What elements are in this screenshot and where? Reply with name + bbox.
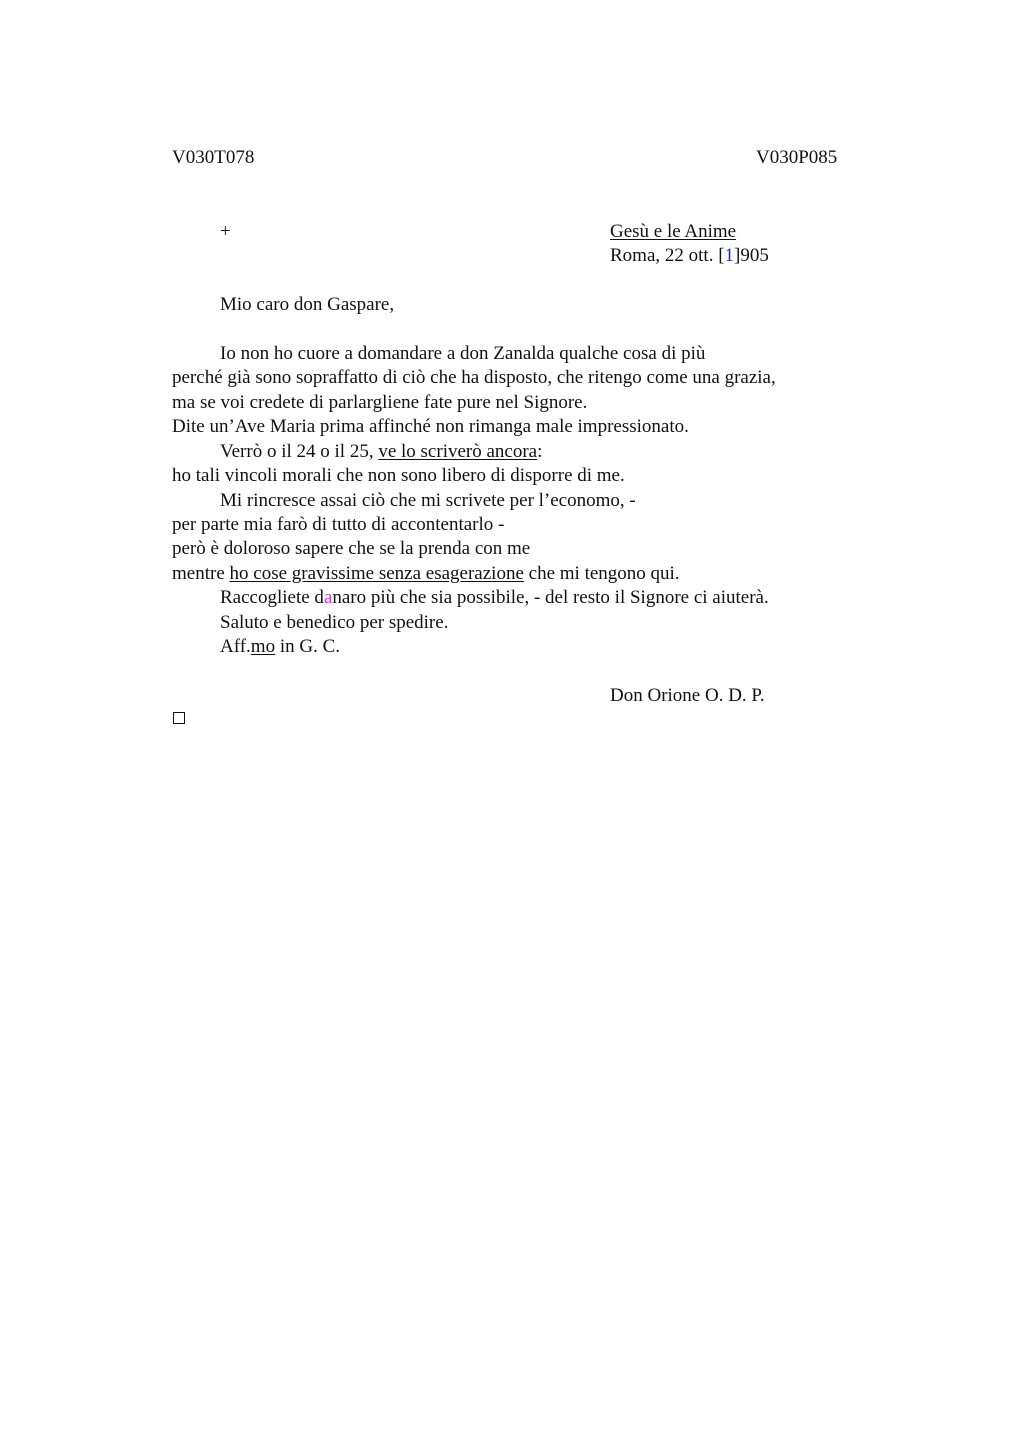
end-box-icon bbox=[173, 712, 185, 724]
body-line: Saluto e benedico per spedire. bbox=[220, 612, 449, 633]
corrected-letter: a bbox=[323, 587, 333, 608]
body-line: Mi rincresce assai ciò che mi scrivete per l’economo, - bbox=[220, 490, 636, 511]
body-line bbox=[172, 562, 680, 586]
body-text: mentre bbox=[172, 563, 230, 584]
date-prefix: Roma, 22 ott. [ bbox=[610, 245, 725, 266]
body-line bbox=[220, 440, 542, 464]
closing-line bbox=[220, 635, 340, 659]
body-text: in G. C. bbox=[275, 636, 341, 657]
body-line: però è doloroso sapere che se la prenda con me bbox=[172, 538, 531, 559]
underlined-phrase: ho cose gravissime senza esagerazione bbox=[229, 563, 524, 584]
right-document-code: V030P085 bbox=[756, 147, 838, 168]
body-line: ho tali vincoli morali che non sono libero di disporre di me. bbox=[172, 465, 625, 486]
body-text: Aff. bbox=[220, 636, 251, 657]
body-text: : bbox=[537, 441, 543, 462]
body-text: Verrò o il 24 o il 25, bbox=[220, 441, 379, 462]
body-text: naro più che sia possibile, - del resto il Signore ci aiuterà. bbox=[332, 587, 769, 608]
body-line: perché già sono sopraffatto di ciò che ha disposto, che ritengo come una grazia, bbox=[172, 367, 776, 388]
body-line: Dite un’Ave Maria prima affinché non rimanga male impressionato. bbox=[172, 416, 689, 437]
body-text: Raccogliete d bbox=[220, 587, 324, 608]
place-date bbox=[610, 244, 769, 268]
body-line: Io non ho cuore a domandare a don Zanalda qualche cosa di più bbox=[220, 343, 706, 364]
salutation: Mio caro don Gaspare, bbox=[220, 294, 395, 315]
underlined-abbreviation: mo bbox=[250, 636, 276, 657]
body-text: che mi tengono qui. bbox=[523, 563, 680, 584]
motto: Gesù e le Anime bbox=[610, 221, 737, 242]
date-suffix: ]905 bbox=[734, 245, 769, 266]
cross-mark: + bbox=[220, 221, 231, 242]
body-line bbox=[220, 586, 769, 610]
signature: Don Orione O. D. P. bbox=[610, 685, 765, 706]
body-line: ma se voi credete di parlargliene fate pure nel Signore. bbox=[172, 392, 588, 413]
underlined-phrase: ve lo scriverò ancora bbox=[378, 441, 538, 462]
body-line: per parte mia farò di tutto di accontentarlo - bbox=[172, 514, 505, 535]
date-inserted-digit: 1 bbox=[724, 245, 735, 266]
left-document-code: V030T078 bbox=[172, 147, 255, 168]
